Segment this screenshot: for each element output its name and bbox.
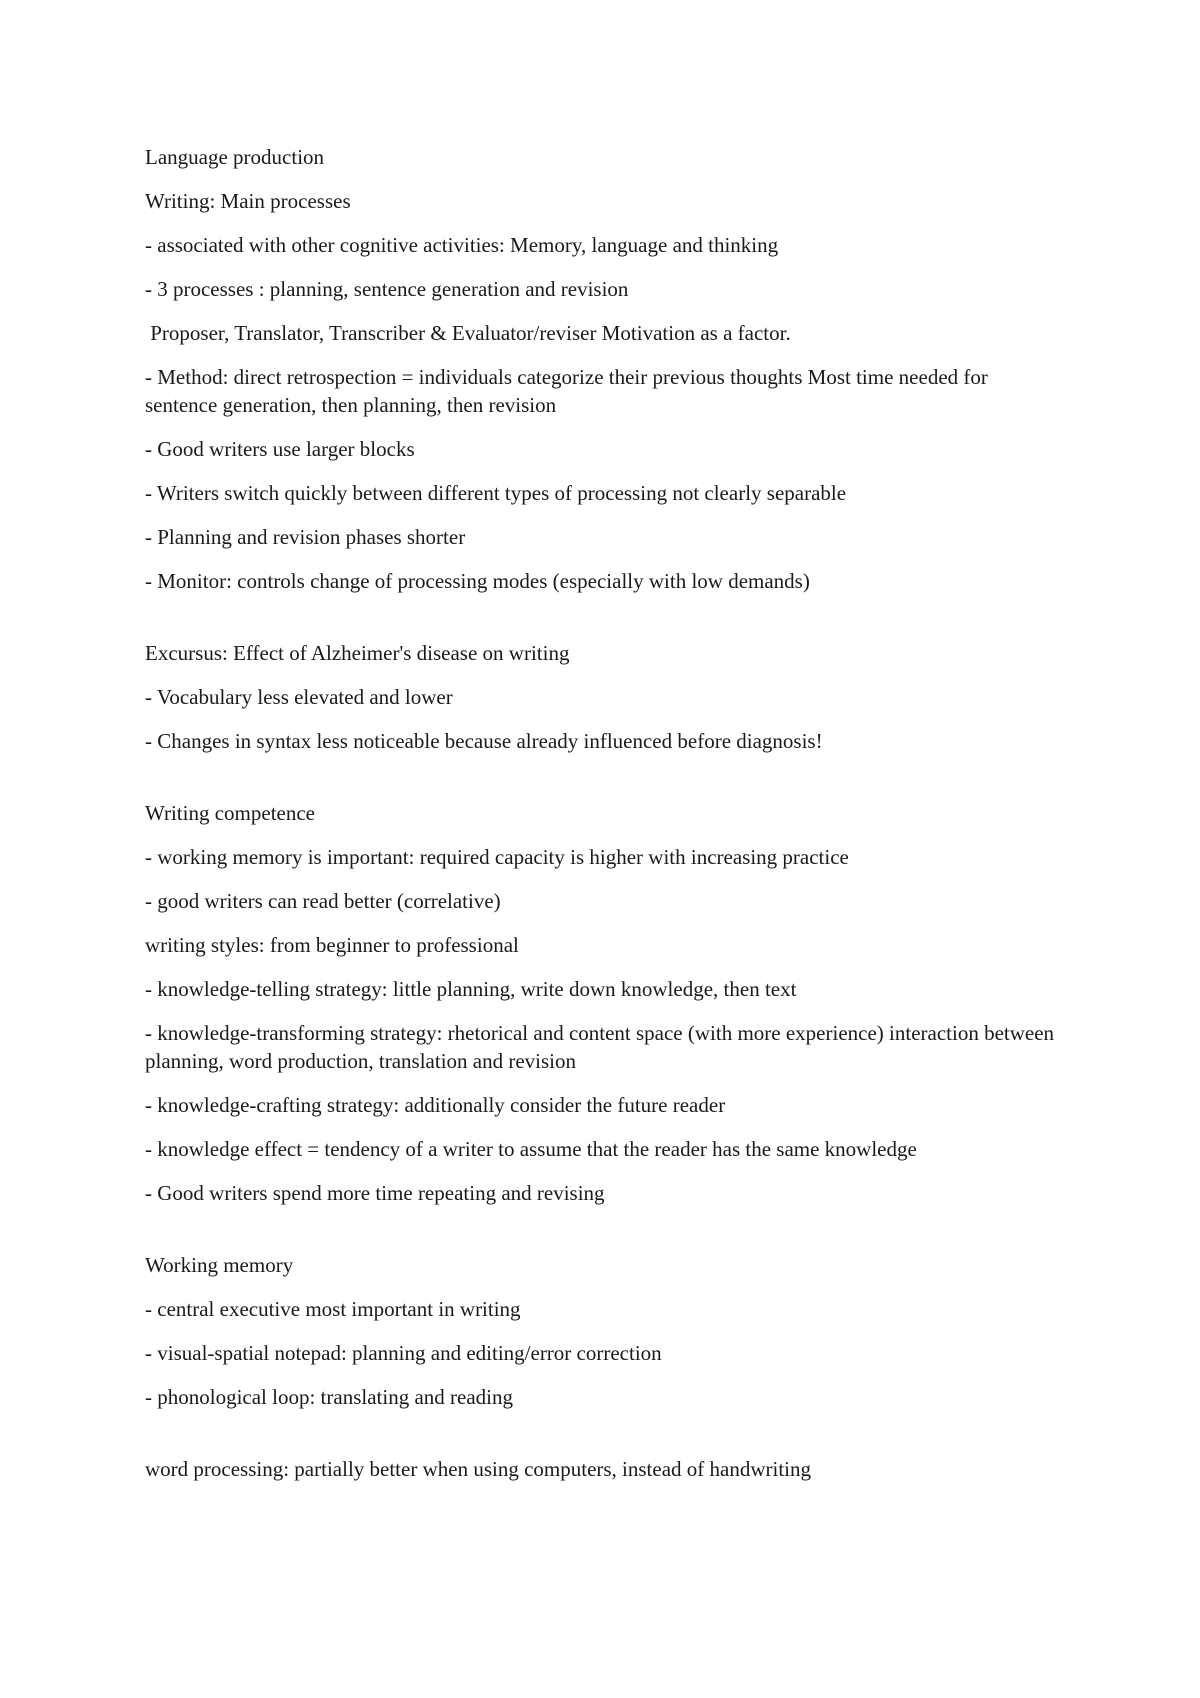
competence-line: - Good writers spend more time repeating and revising [145, 1181, 605, 1205]
section-heading-competence: Writing competence [145, 801, 315, 825]
writing-line: - associated with other cognitive activities: Memory, language and thinking [145, 233, 779, 257]
competence-line: - knowledge-telling strategy: little planning, write down knowledge, then text [145, 977, 797, 1001]
excursus-line: - Changes in syntax less noticeable because already influenced before diagnosis! [145, 729, 823, 753]
competence-line: - knowledge-crafting strategy: additionally consider the future reader [145, 1093, 726, 1117]
competence-line: - knowledge-transforming strategy: rhetorical and content space (with more experience) interaction between planning, word production, translation and revision [145, 1021, 1055, 1073]
writing-line: - Good writers use larger blocks [145, 437, 415, 461]
section-heading-excursus: Excursus: Effect of Alzheimer's disease on writing [145, 641, 570, 665]
word-processing-line: word processing: partially better when using computers, instead of handwriting [145, 1457, 812, 1481]
writing-line: - Monitor: controls change of processing modes (especially with low demands) [145, 569, 810, 593]
competence-line: - working memory is important: required capacity is higher with increasing practice [145, 845, 849, 869]
writing-line: - Writers switch quickly between different types of processing not clearly separable [145, 481, 847, 505]
writing-line: - Method: direct retrospection = individuals categorize their previous thoughts Most time needed for sentence generation, then planning, then revision [145, 365, 988, 417]
writing-line: - 3 processes : planning, sentence generation and revision [145, 277, 629, 301]
competence-line: - knowledge effect = tendency of a writer to assume that the reader has the same knowledge [145, 1137, 917, 1161]
competence-line: writing styles: from beginner to professional [145, 933, 519, 957]
working-memory-line: - phonological loop: translating and reading [145, 1385, 513, 1409]
section-heading-writing: Writing: Main processes [145, 189, 351, 213]
excursus-line: - Vocabulary less elevated and lower [145, 685, 453, 709]
writing-line: Proposer, Translator, Transcriber & Evaluator/reviser Motivation as a factor. [145, 321, 791, 345]
writing-line: - Planning and revision phases shorter [145, 525, 466, 549]
document-body [145, 143, 1060, 1499]
working-memory-line: - central executive most important in writing [145, 1297, 521, 1321]
document-title: Language production [145, 145, 325, 169]
competence-line: - good writers can read better (correlative) [145, 889, 501, 913]
section-heading-working-memory: Working memory [145, 1253, 294, 1277]
working-memory-line: - visual-spatial notepad: planning and editing/error correction [145, 1341, 662, 1365]
